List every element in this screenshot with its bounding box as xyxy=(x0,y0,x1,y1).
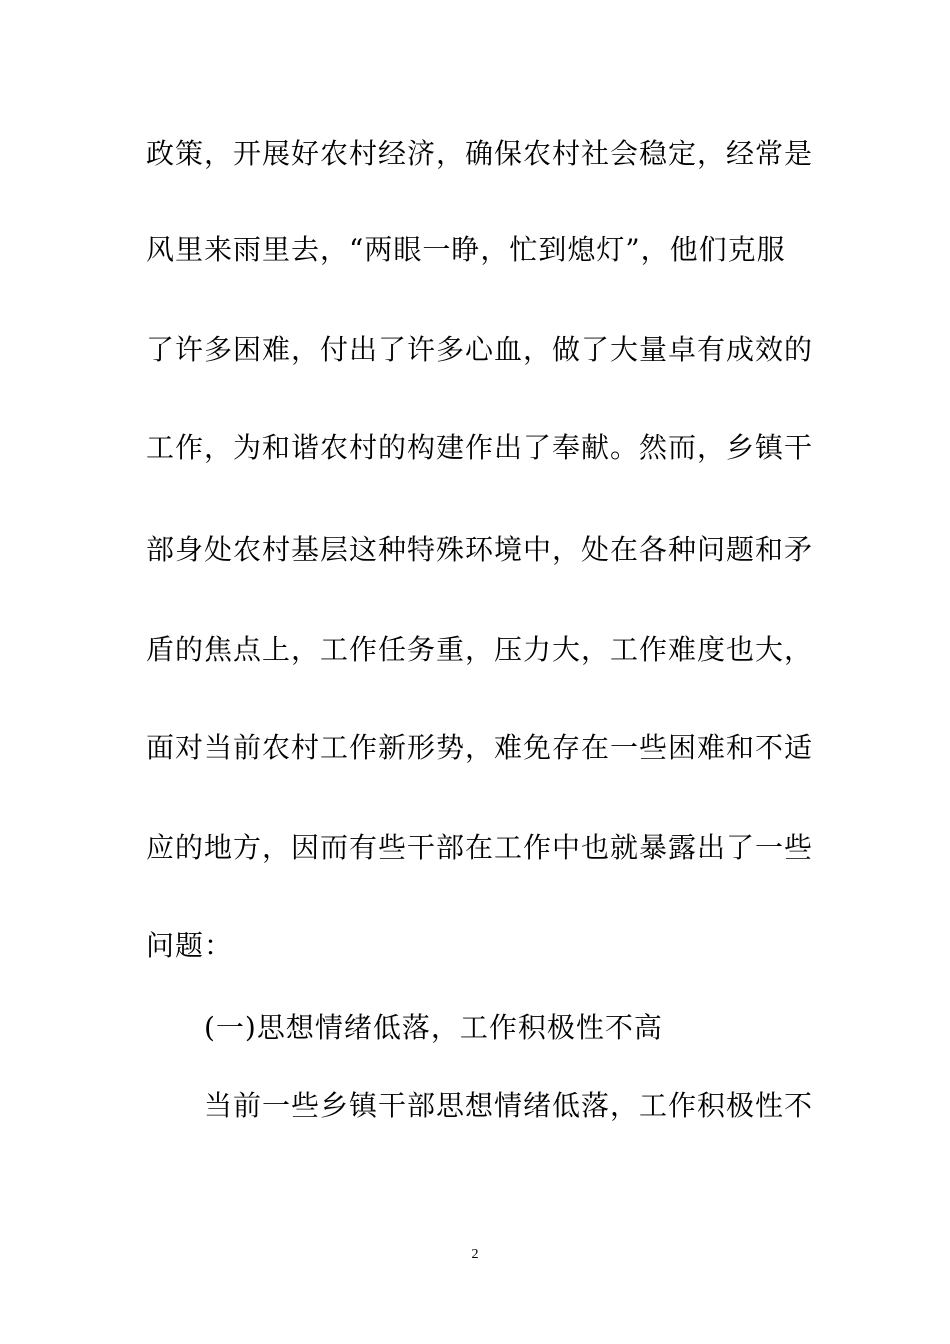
body-text-line: 风里来雨里去，“两眼一睁，忙到熄灯”，他们克服 xyxy=(146,233,786,266)
body-text-line: 盾的焦点上，工作任务重，压力大，工作难度也大， xyxy=(146,633,814,666)
body-text-line: 工作，为和谐农村的构建作出了奉献。然而，乡镇干 xyxy=(146,431,814,464)
section-heading: (一)思想情绪低落，工作积极性不高 xyxy=(204,1011,663,1044)
page-number: 2 xyxy=(471,1247,479,1262)
body-text-line: 问题： xyxy=(146,929,234,962)
paragraph-first-line: 当前一些乡镇干部思想情绪低落，工作积极性不 xyxy=(204,1089,814,1122)
body-text-line: 应的地方，因而有些干部在工作中也就暴露出了一些 xyxy=(146,831,814,864)
body-text-line: 部身处农村基层这种特殊环境中，处在各种问题和矛 xyxy=(146,533,814,566)
body-text-line: 政策，开展好农村经济，确保农村社会稳定，经常是 xyxy=(146,137,814,170)
body-text-line: 了许多困难，付出了许多心血，做了大量卓有成效的 xyxy=(146,333,814,366)
body-text-line: 面对当前农村工作新形势，难免存在一些困难和不适 xyxy=(146,731,814,764)
